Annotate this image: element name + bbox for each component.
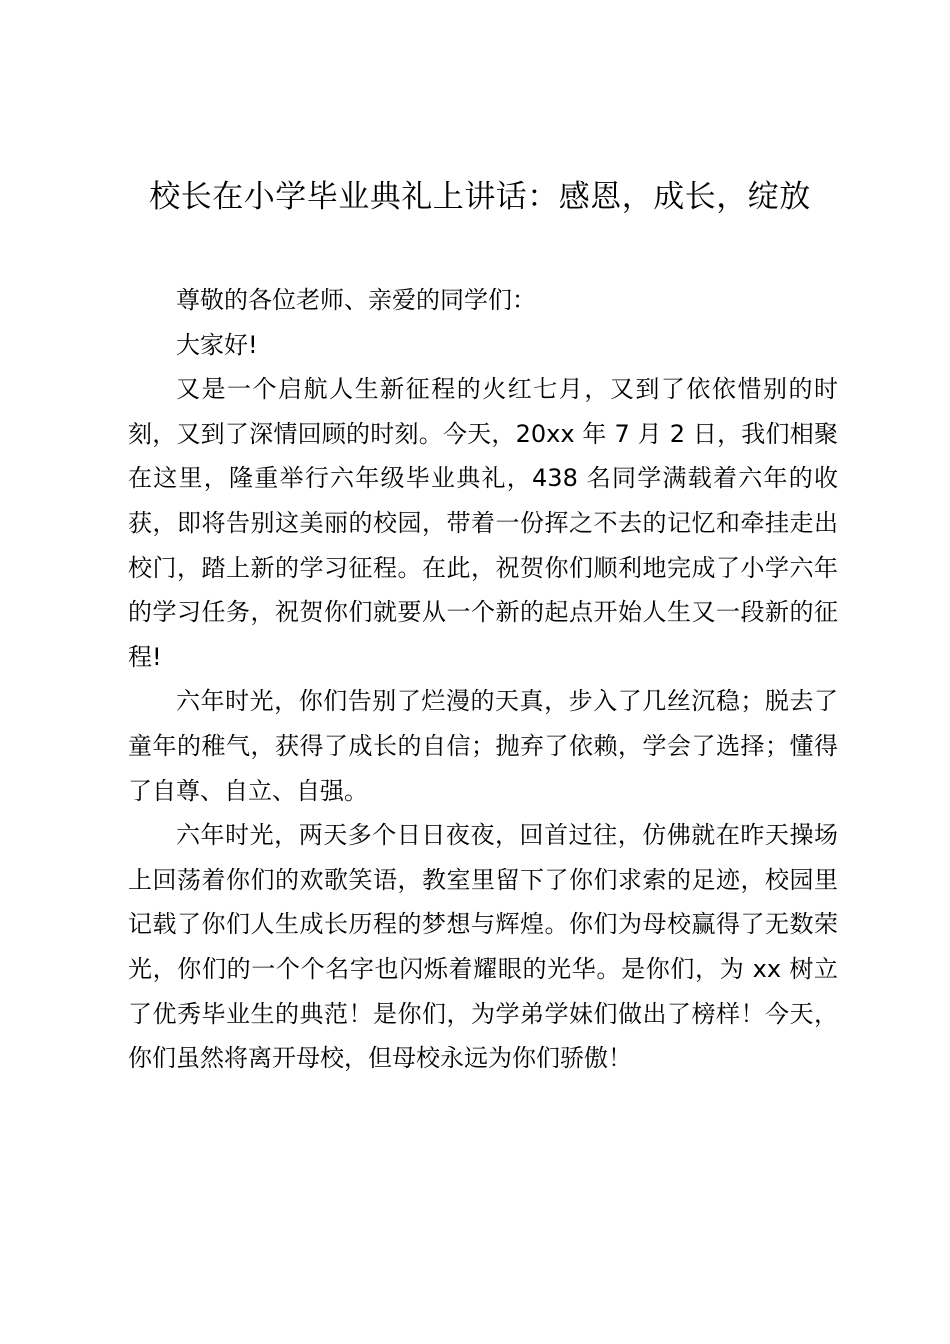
salutation-paragraph: 尊敬的各位老师、亲爱的同学们：	[176, 286, 536, 314]
greeting-paragraph: 大家好!	[176, 330, 258, 359]
document-title: 校长在小学毕业典礼上讲话：感恩，成长，绽放	[149, 179, 811, 215]
document-body	[128, 278, 838, 1081]
body-paragraph: 又是一个启航人生新征程的火红七月，又到了依依惜别的时刻，又到了深情回顾的时刻。今天，20xx 年 7 月 2 日，我们相聚在这里，隆重举行六年级毕业典礼，438 名同学满载着六年的收获，即将告别这美丽的校园，带着一份挥之不去的记忆和牵挂走出校门，踏上新的学习征程。在此，祝贺你们顺利地完成了小学六年的学习任务，祝贺你们就要从一个新的起点开始人生又一段新的征程!	[128, 375, 838, 671]
body-paragraph: 六年时光，你们告别了烂漫的天真，步入了几丝沉稳；脱去了童年的稚气，获得了成长的自信；抛弃了依赖，学会了选择；懂得了自尊、自立、自强。	[128, 687, 838, 805]
body-paragraph: 六年时光，两天多个日日夜夜，回首过往，仿佛就在昨天操场上回荡着你们的欢歌笑语，教室里留下了你们求索的足迹，校园里记载了你们人生成长历程的梦想与辉煌。你们为母校赢得了无数荣光，你们的一个个名字也闪烁着耀眼的光华。是你们，为 xx 树立了优秀毕业生的典范！是你们，为学弟学妹们做出了榜样！今天，你们虽然将离开母校，但母校永远为你们骄傲！	[128, 821, 838, 1073]
